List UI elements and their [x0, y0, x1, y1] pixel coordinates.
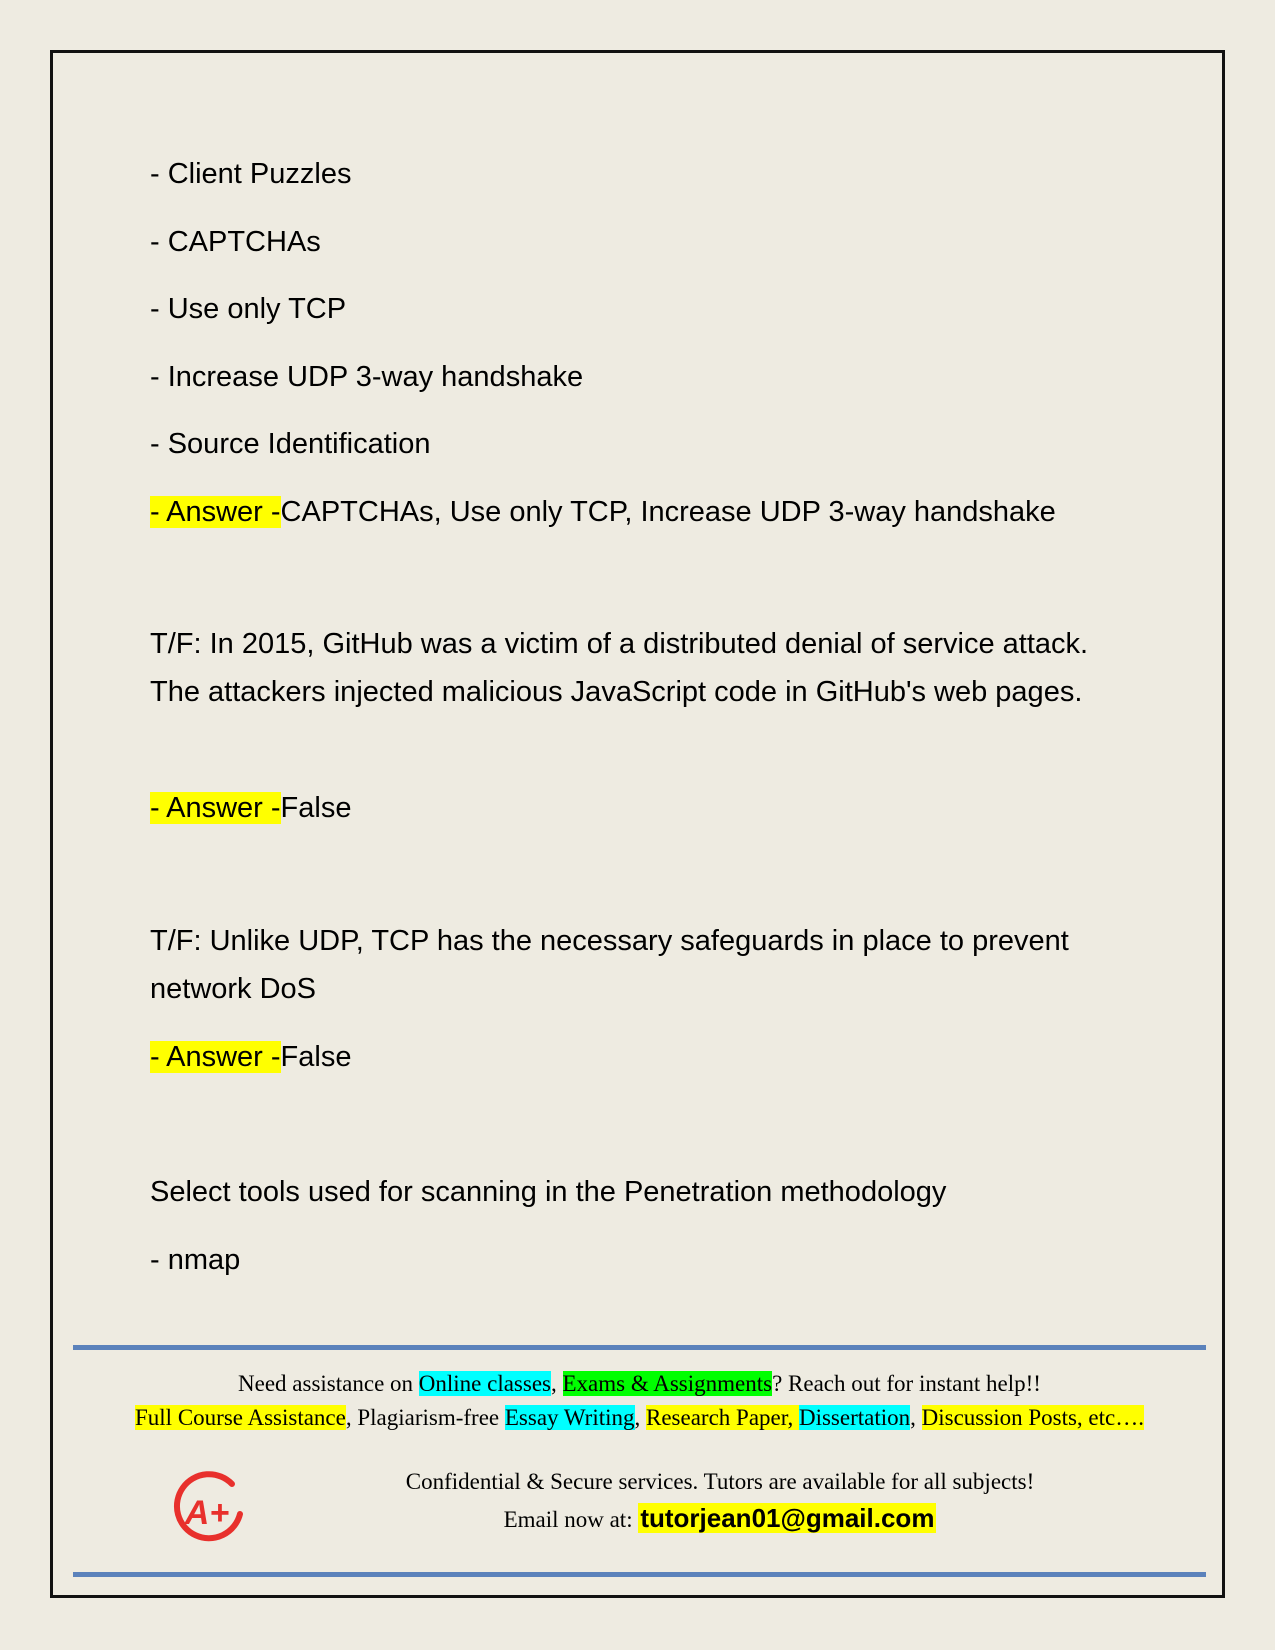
answer-label: - Answer -	[150, 792, 281, 824]
answer-2	[150, 784, 351, 832]
footer-confidential: Confidential & Secure services. Tutors are available for all subjects!	[405, 1469, 1035, 1494]
email-label: Email now at:	[503, 1507, 639, 1532]
option-captchas: - CAPTCHAs	[150, 226, 321, 258]
answer-1	[150, 488, 1056, 536]
exams-assignments-highlight: Exams & Assignments	[562, 1371, 773, 1396]
answer-3-text: False	[280, 1041, 352, 1073]
question-2: T/F: In 2015, GitHub was a victim of a distributed denial of service attack. The attackers injected malicious JavaScript code in GitHub's web pages.	[150, 628, 1089, 708]
question-4: Select tools used for scanning in the Penetration methodology	[150, 1176, 947, 1208]
answer-1-text: CAPTCHAs, Use only TCP, Increase UDP 3-way handshake	[280, 496, 1056, 528]
footer-text: , Plagiarism-free	[345, 1405, 505, 1430]
answer-2-text: False	[280, 792, 352, 824]
online-classes-highlight: Online classes	[418, 1371, 551, 1396]
option-client-puzzles: - Client Puzzles	[150, 158, 352, 190]
answer-label: - Answer -	[150, 1041, 281, 1073]
footer-line-2	[73, 1401, 1206, 1435]
footer-email-line	[160, 1501, 1275, 1537]
full-course-highlight: Full Course Assistance	[135, 1405, 346, 1430]
discussion-posts-highlight: Discussion Posts, etc….	[921, 1405, 1144, 1430]
footer-text: ? Reach out for instant help!!	[772, 1371, 1041, 1396]
option-source-identification: - Source Identification	[150, 428, 431, 460]
email-link[interactable]: tutorjean01@gmail.com	[640, 1503, 935, 1533]
answer-label: - Answer -	[150, 496, 281, 528]
footer-bottom-rule	[73, 1572, 1206, 1577]
essay-writing-highlight: Essay Writing	[504, 1405, 635, 1430]
footer-text: ,	[910, 1405, 922, 1430]
footer-text: ,	[551, 1371, 563, 1396]
footer-top-rule	[73, 1345, 1206, 1350]
option-increase-udp: - Increase UDP 3-way handshake	[150, 361, 584, 393]
option-nmap: - nmap	[150, 1244, 241, 1276]
logo-text: A+	[184, 1494, 230, 1532]
footer-text: ,	[634, 1405, 646, 1430]
option-use-only-tcp: - Use only TCP	[150, 293, 347, 325]
dissertation-highlight: Dissertation	[798, 1405, 911, 1430]
answer-3	[150, 1033, 351, 1081]
question-3: T/F: Unlike UDP, TCP has the necessary safeguards in place to prevent network DoS	[150, 925, 1069, 1005]
research-paper-highlight: Research Paper,	[646, 1405, 799, 1430]
footer-line-1	[73, 1367, 1206, 1401]
footer-text: Need assistance on	[238, 1371, 419, 1396]
